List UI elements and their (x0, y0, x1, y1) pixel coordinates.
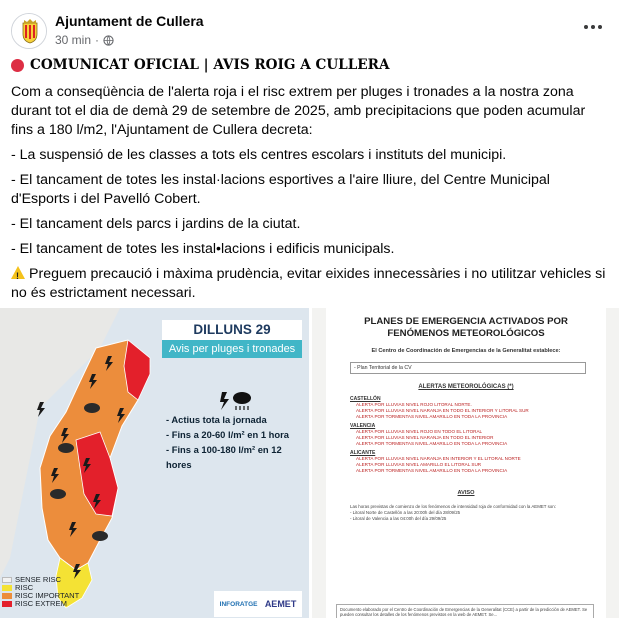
legend-row (2, 600, 79, 608)
dot-icon (598, 25, 602, 29)
doc-alert-item: ALERTA POR LLUVIAS NIVEL ROJO EN TODO EL LITORAL (356, 429, 483, 434)
doc-alert-item: ALERTA POR LLUVIAS NIVEL NARANJA EN TODO EL INTERIOR (356, 435, 494, 440)
post-images (0, 308, 619, 628)
inforatge-logo: INFORATGE (219, 600, 258, 608)
doc-alert-item: ALERTA POR TORMENTAS NIVEL AMARILLO EN TODA LA PROVINCIA (356, 414, 508, 419)
legend-label: RISC (15, 583, 34, 592)
document-image[interactable] (312, 308, 619, 618)
document-page (326, 308, 606, 618)
globe-icon (103, 35, 114, 46)
map-legend (2, 576, 79, 608)
legend-swatch (2, 585, 12, 591)
post-warning-text: Preguem precaució i màxima prudència, evitar eixides innecessàries i no utilitzar vehicles si no és estrictament necessari. (11, 266, 606, 301)
dot-icon (584, 25, 588, 29)
doc-plan-box: - Plan Territorial de la CV (350, 362, 586, 374)
doc-aviso-text (350, 504, 582, 522)
doc-alert-item: ALERTA POR TORMENTAS NIVEL AMARILLO EN TODA LA PROVINCIA (356, 441, 508, 446)
doc-alert-item: ALERTA POR LLUVIAS NIVEL NARANJA EN TODO EL INTERIOR Y LITORAL SUR (356, 408, 529, 413)
map-image[interactable] (0, 308, 309, 618)
meta-separator: · (95, 33, 100, 47)
dot-icon (591, 25, 595, 29)
post-item: - El tancament de totes les instal•lacions i edificis municipals. (11, 241, 395, 257)
doc-aviso-title: AVISO (457, 490, 475, 496)
doc-province: CASTELLÓN (350, 396, 381, 402)
legend-row (2, 576, 79, 584)
day-subtitle: Avis per pluges i tronades (162, 340, 302, 358)
post-item: - El tancament de totes les instal·lacions esportives a l'aire lliure, del Centre Municipal d'Esports i del Pavelló Cobert. (11, 172, 550, 207)
post-item: - El tancament dels parcs i jardins de la ciutat. (11, 216, 301, 232)
legend-swatch (2, 601, 12, 607)
day-banner (162, 320, 302, 360)
red-circle-icon (11, 59, 24, 72)
post-title-text: COMUNICAT OFICIAL | AVIS ROIG A CULLERA (30, 57, 390, 73)
coat-of-arms-icon (12, 14, 47, 49)
doc-alerts-title: ALERTAS METEOROLÓGICAS (*) (418, 384, 514, 390)
doc-province: VALENCIA (350, 423, 376, 429)
legend-swatch (2, 577, 12, 583)
doc-footer: Documento elaborado por el Centro de Coordinación de Emergencias de la Generalitat (CCE) a partir de la predicción de AEMET. Se pueden consultar los detalles de los fenómenos previstos en la web de AEMET. Se... (336, 604, 594, 618)
doc-alert-item: ALERTA POR TORMENTAS NIVEL AMARILLO EN TODA LA PROVINCIA (356, 468, 508, 473)
doc-alert-item: ALERTA POR LLUVIAS NIVEL AMARILLO EL LITORAL SUR (356, 462, 482, 467)
aemet-logo: AEMET (264, 599, 297, 609)
post-item: - La suspensió de les classes a tots els centres escolars i instituts del municipi. (11, 147, 507, 163)
page-name-link[interactable]: Ajuntament de Cullera (55, 13, 204, 29)
doc-aviso-item: - Litoral Norte de Castellón a las 20:00h del día 28/09/25 (350, 510, 461, 515)
post-body (11, 56, 611, 309)
legend-swatch (2, 593, 12, 599)
post-header (0, 0, 619, 56)
doc-alert-item: ALERTA POR LLUVIAS NIVEL NARANJA EN INTERIOR Y EL LITORAL NORTE (356, 456, 521, 461)
post-meta (55, 33, 114, 47)
post-time[interactable]: 30 min (55, 33, 92, 47)
stat-line: - Actius tota la jornada (166, 414, 267, 425)
doc-province: ALICANTE (350, 450, 376, 456)
doc-alert-item: ALERTA POR LLUVIAS NIVEL ROJO LITORAL NORTE. (356, 402, 472, 407)
legend-label: RISC EXTREM (15, 599, 67, 608)
doc-title: PLANES DE EMERGENCIA ACTIVADOS POR FENÓMENOS METEOROLÓGICOS (364, 316, 568, 339)
post-warning (11, 265, 611, 303)
legend-label: RISC IMPORTANT (15, 591, 80, 600)
doc-aviso-para: Las horas previstas de comienzo de los fenómenos de intensidad roja de conformidad con la AEMET son: (350, 504, 556, 509)
legend-label: SENSE RISC (15, 575, 61, 584)
logos-strip (214, 591, 302, 617)
more-options-button[interactable] (580, 14, 606, 40)
day-label: DILLUNS 29 (162, 320, 302, 340)
post-intro: Com a conseqüència de l'alerta roja i el risc extrem per pluges i tronades a la nostra zona durant tot el dia de demà 29 de setembre de 2025, amb precipitacions que poden acumular fins a 180 l/m2, l'Ajuntament de Cullera decreta: (11, 84, 586, 138)
post-title (11, 56, 611, 75)
doc-subtitle: El Centro de Coordinación de Emergencias de la Generalitat establece: (371, 348, 561, 354)
stat-line: - Fins a 20-60 l/m² en 1 hora (166, 429, 289, 440)
doc-aviso-item: - Litoral de Valencia a las 04:00h del día 29/09/25 (350, 516, 447, 521)
warning-icon (11, 266, 25, 279)
storm-icon (218, 390, 254, 412)
doc-alert-list (350, 396, 596, 474)
page-avatar[interactable] (11, 13, 47, 49)
rain-stats (166, 412, 306, 472)
stat-line: - Fins a 100-180 l/m² en 12 hores (166, 444, 282, 470)
